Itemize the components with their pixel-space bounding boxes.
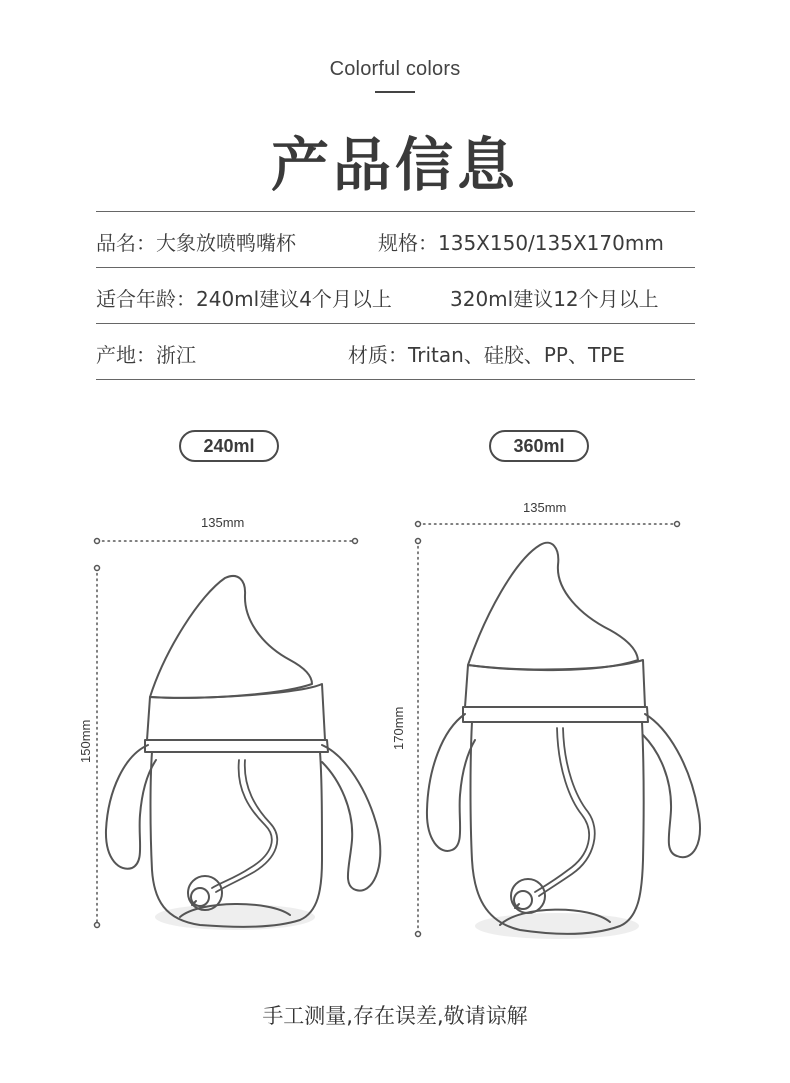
cup-240-right-handle xyxy=(322,745,380,891)
page-title: 产品信息 xyxy=(270,131,519,199)
capacity-badge-360: 360ml xyxy=(489,430,589,462)
cup-240-body xyxy=(151,752,323,927)
cup-360-height-label: 170mm xyxy=(391,706,406,750)
product-spec: 规格：135X150/135X170mm xyxy=(378,231,664,255)
capacity-badge-240: 240ml xyxy=(179,430,279,462)
cup-240-straw xyxy=(212,760,272,888)
dim-endpoint xyxy=(353,539,358,544)
cup-240-illustration xyxy=(95,539,381,931)
cup-360-collar xyxy=(465,660,645,707)
cup-240-collar xyxy=(147,684,325,740)
product-material: 材质：Tritan、硅胶、PP、TPE xyxy=(348,343,625,367)
cup-240-height-label: 150mm xyxy=(78,719,93,763)
footer-note: 手工测量,存在误差,敬请谅解 xyxy=(262,1004,528,1028)
cup-360-shadow xyxy=(475,913,639,939)
cup-240-spout xyxy=(150,576,312,698)
dim-endpoint xyxy=(95,539,100,544)
dim-endpoint xyxy=(95,923,100,928)
cup-240-ring xyxy=(145,740,328,752)
dim-endpoint xyxy=(675,522,680,527)
cup-240-left-handle xyxy=(106,745,156,869)
dim-endpoint xyxy=(95,566,100,571)
dim-endpoint xyxy=(416,539,421,544)
cup-360-ring xyxy=(463,707,648,722)
subtitle: Colorful colors xyxy=(329,58,461,80)
cup-360-illustration xyxy=(416,522,700,940)
cup-240-width-label: 135mm xyxy=(201,515,245,530)
age-320: 320ml建议12个月以上 xyxy=(450,287,659,311)
cup-360-right-handle xyxy=(643,714,700,857)
cup-360-left-handle xyxy=(427,714,475,851)
cup-360-body xyxy=(471,722,644,934)
cup-360-spout xyxy=(468,543,638,670)
product-name: 品名：大象放喷鸭嘴杯 xyxy=(96,231,296,255)
product-origin: 产地：浙江 xyxy=(96,343,196,367)
dim-endpoint xyxy=(416,932,421,937)
age-240: 适合年龄：240ml建议4个月以上 xyxy=(96,287,392,311)
dim-endpoint xyxy=(416,522,421,527)
cup-360-width-label: 135mm xyxy=(523,500,567,515)
